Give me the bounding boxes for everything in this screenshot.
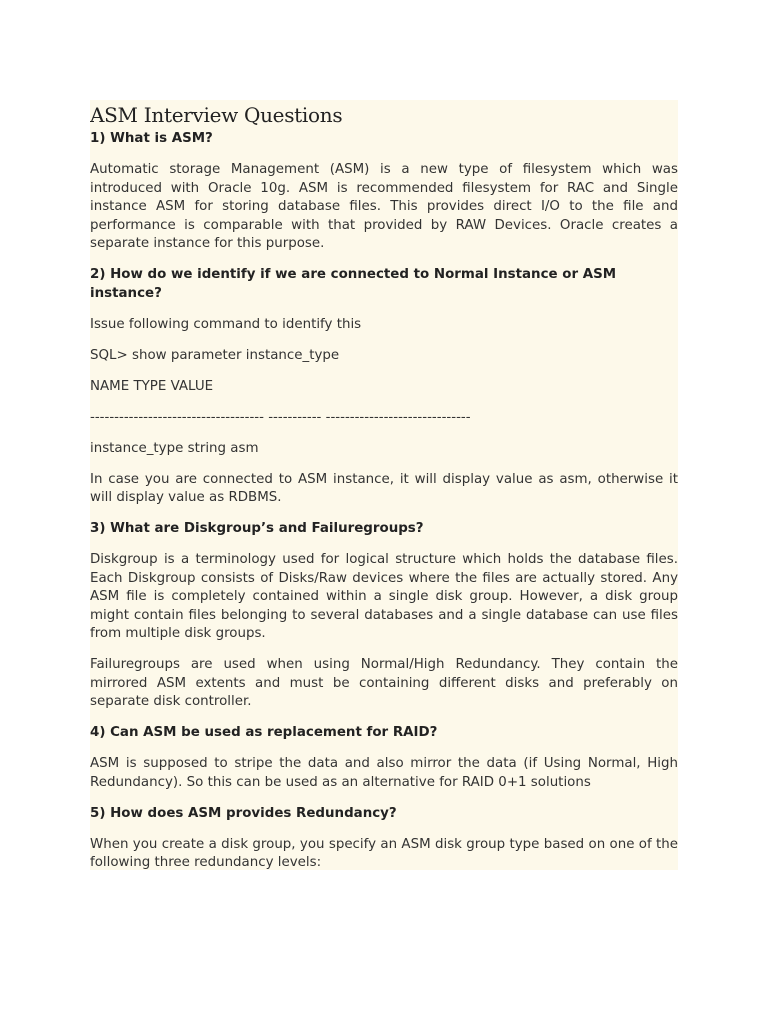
question-1: 1) What is ASM? xyxy=(90,131,213,146)
answer-2-command: SQL> show parameter instance_type xyxy=(90,347,340,363)
answer-3-paragraph-1: Diskgroup is a terminology used for logical structure which holds the database files. Each Diskgroup consists of Disks/Raw devices where the files are actually stored. Any ASM file is completely contained within a single disk group. However, a disk group might contain files belonging to several databases and a single database can use files from multiple disk groups. xyxy=(90,552,678,641)
answer-2-note: In case you are connected to ASM instance, it will display value as asm, otherwise it will display value as RDBMS. xyxy=(90,471,678,505)
question-4: 4) Can ASM be used as replacement for RAID? xyxy=(90,725,438,740)
answer-4: ASM is supposed to stripe the data and also mirror the data (if Using Normal, High Redundancy). So this can be used as an alternative for RAID 0+1 solutions xyxy=(90,756,678,790)
answer-2-separator: ------------------------------------ ----------- ------------------------------ xyxy=(90,409,471,425)
answer-3-paragraph-2: Failuregroups are used when using Normal/High Redundancy. They contain the mirrored ASM extents and must be containing different disks and preferably on separate disk controller. xyxy=(90,657,678,709)
question-3: 3) What are Diskgroup’s and Failuregroups? xyxy=(90,521,424,536)
document-title: ASM Interview Questions xyxy=(90,103,343,127)
answer-2-intro: Issue following command to identify this xyxy=(90,316,362,332)
answer-2-header: NAME TYPE VALUE xyxy=(90,378,214,394)
answer-1: Automatic storage Management (ASM) is a new type of filesystem which was introduced with Oracle 10g. ASM is recommended filesystem for RAC and Single instance ASM for storing database files. This provides direct I/O to the file and performance is comparable with that provided by RAW Devices. Oracle creates a separate instance for this purpose. xyxy=(90,162,678,251)
answer-5: When you create a disk group, you specify an ASM disk group type based on one of the following three redundancy levels: xyxy=(90,836,678,870)
question-2: 2) How do we identify if we are connected to Normal Instance or ASM instance? xyxy=(90,267,617,301)
answer-2-row: instance_type string asm xyxy=(90,440,259,456)
question-5: 5) How does ASM provides Redundancy? xyxy=(90,805,397,821)
document-page xyxy=(90,100,678,870)
